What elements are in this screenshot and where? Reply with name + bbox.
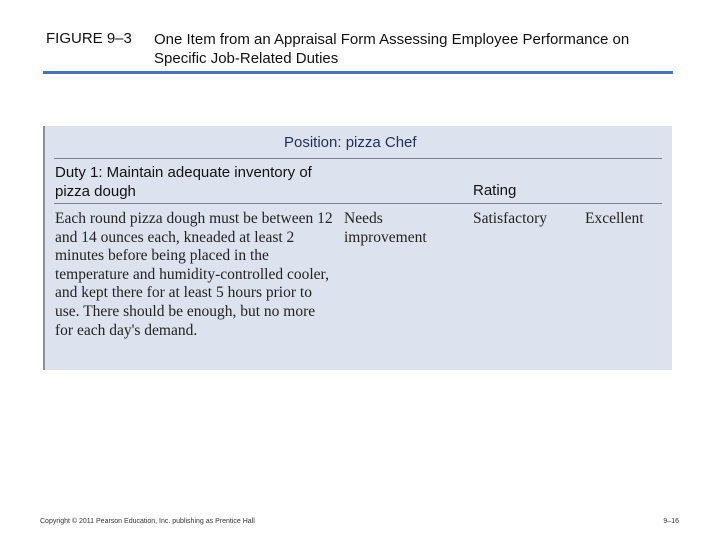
- rating-needs-improvement: Needs improvement: [344, 210, 427, 246]
- header-rule: [43, 71, 673, 74]
- page-number: 9–16: [663, 518, 679, 525]
- rating-excellent: Excellent: [585, 210, 644, 227]
- rating-header: Rating: [473, 182, 517, 199]
- figure-caption: One Item from an Appraisal Form Assessing Employee Performance on Specific Job-Related Duties: [154, 31, 630, 67]
- rating-satisfactory: Satisfactory: [473, 210, 548, 227]
- duty-description: Each round pizza dough must be between 12 and 14 ounces each, kneaded at least 2 minutes before being placed in the temperature and humidity-controlled cooler, and kept there for at least 5 hours prior to use. There should be enough, but no more for each day's demand.: [55, 210, 333, 339]
- title-divider: [54, 158, 662, 159]
- figure-label: FIGURE 9–3: [46, 30, 132, 47]
- footer-copyright: Copyright © 2011 Pearson Education, Inc. publishing as Prentice Hall: [40, 518, 255, 525]
- position-title: Position: pizza Chef: [284, 134, 417, 151]
- header-divider: [54, 203, 662, 204]
- duty-title: Duty 1: Maintain adequate inventory of pizza dough: [55, 164, 312, 200]
- panel-edge: [43, 126, 45, 370]
